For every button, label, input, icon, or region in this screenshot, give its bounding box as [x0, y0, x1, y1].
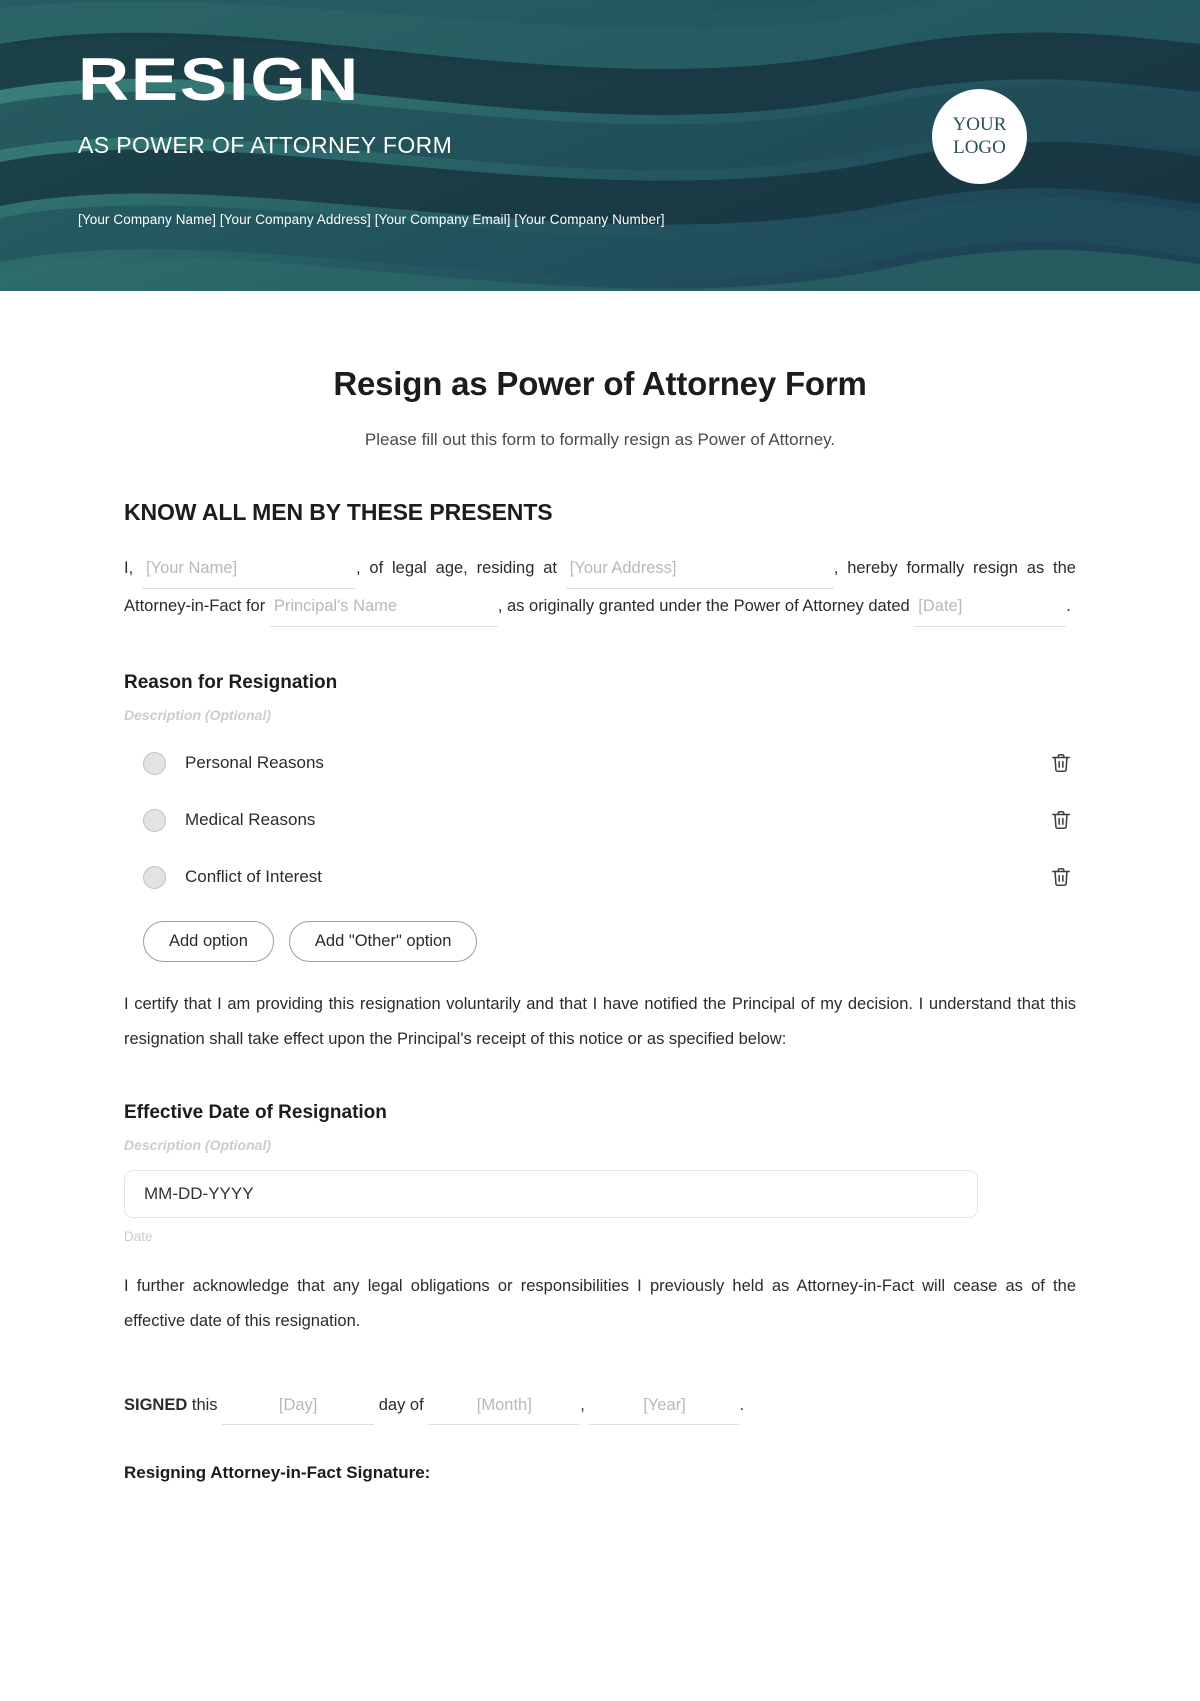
intro-text-5: , as: [497, 597, 525, 615]
document-body: [0, 365, 1200, 1483]
logo-line-1: YOUR: [952, 114, 1007, 136]
banner-subtitle: AS POWER OF ATTORNEY FORM: [78, 132, 453, 158]
option-row[interactable]: [124, 855, 1076, 899]
effective-date-caption: Date: [124, 1228, 153, 1244]
signed-day-field[interactable]: [Day]: [222, 1388, 374, 1425]
poa-date-field[interactable]: [Date]: [914, 589, 1066, 627]
radio-button-icon[interactable]: [143, 866, 166, 889]
reason-field-label: Reason for Resignation: [124, 672, 338, 693]
page-title: Resign as Power of Attorney Form: [333, 365, 867, 402]
company-info-line: [Your Company Name] [Your Company Address] [Your Company Email] [Your Company Number]: [78, 212, 665, 227]
page-subtitle: Please fill out this form to formally resign as Power of Attorney.: [364, 430, 836, 449]
add-other-option-button[interactable]: Add "Other" option: [289, 921, 477, 962]
radio-button-icon[interactable]: [143, 752, 166, 775]
acknowledge-paragraph: I further acknowledge that any legal obligations or responsibilities I previously held as Attorney-in-Fact will cease as of the effective date of this resignation.: [124, 1276, 1076, 1330]
banner-main-title: RESIGN: [78, 46, 361, 113]
section-heading-know-all-men: KNOW ALL MEN BY THESE PRESENTS: [124, 499, 553, 525]
your-address-field[interactable]: [Your Address]: [566, 551, 834, 589]
signed-year-field[interactable]: [Year]: [589, 1388, 739, 1425]
reason-field-description[interactable]: Description (Optional): [124, 707, 271, 723]
option-label[interactable]: Medical Reasons: [185, 810, 316, 829]
intro-text-6: originally granted under the Power of Attorney dated: [529, 597, 910, 615]
trash-icon[interactable]: [1048, 864, 1074, 890]
signed-this-word: this: [191, 1395, 218, 1414]
add-option-button[interactable]: Add option: [143, 921, 274, 962]
banner-title-block: [78, 46, 453, 159]
your-name-field[interactable]: [Your Name]: [142, 551, 356, 589]
logo-line-2: LOGO: [953, 136, 1006, 158]
logo-placeholder: [932, 89, 1027, 184]
option-row[interactable]: [124, 741, 1076, 785]
principal-name-field[interactable]: Principal's Name: [270, 589, 498, 627]
signed-period: .: [739, 1395, 745, 1414]
header-banner: [0, 0, 1200, 291]
signed-month-field[interactable]: [Month]: [428, 1388, 580, 1425]
option-label[interactable]: Personal Reasons: [185, 753, 324, 772]
intro-text-1: I,: [124, 559, 134, 577]
option-row[interactable]: [124, 798, 1076, 842]
trash-icon[interactable]: [1048, 807, 1074, 833]
option-label[interactable]: Conflict of Interest: [185, 867, 323, 886]
signed-comma: ,: [580, 1395, 585, 1414]
effective-date-input[interactable]: MM-DD-YYYY: [124, 1170, 978, 1218]
intro-paragraph: [124, 551, 1076, 627]
signed-day-of-text: day of: [378, 1395, 424, 1414]
intro-text-3: ,: [833, 559, 839, 577]
add-option-row: [143, 921, 1076, 962]
certify-paragraph: I certify that I am providing this resignation voluntarily and that I have notified the Principal of my decision. I understand that this resignation shall take effect upon the Principal's receipt of this notice or as specified below:: [124, 994, 1076, 1048]
intro-text-7: .: [1066, 597, 1071, 615]
signed-word: SIGNED: [124, 1395, 188, 1414]
effective-date-description[interactable]: Description (Optional): [124, 1136, 271, 1153]
radio-button-icon[interactable]: [143, 809, 166, 832]
effective-date-field-label: Effective Date of Resignation: [124, 1101, 387, 1123]
intro-text-2: , of legal age, residing at: [356, 559, 557, 577]
signed-line: [124, 1388, 1076, 1425]
intro-text-4: hereby formally resign as the Attorney-in-Fact for: [124, 559, 1076, 615]
trash-icon[interactable]: [1048, 750, 1074, 776]
signature-label: Resigning Attorney-in-Fact Signature:: [124, 1462, 431, 1482]
reason-option-list: [124, 741, 1076, 899]
